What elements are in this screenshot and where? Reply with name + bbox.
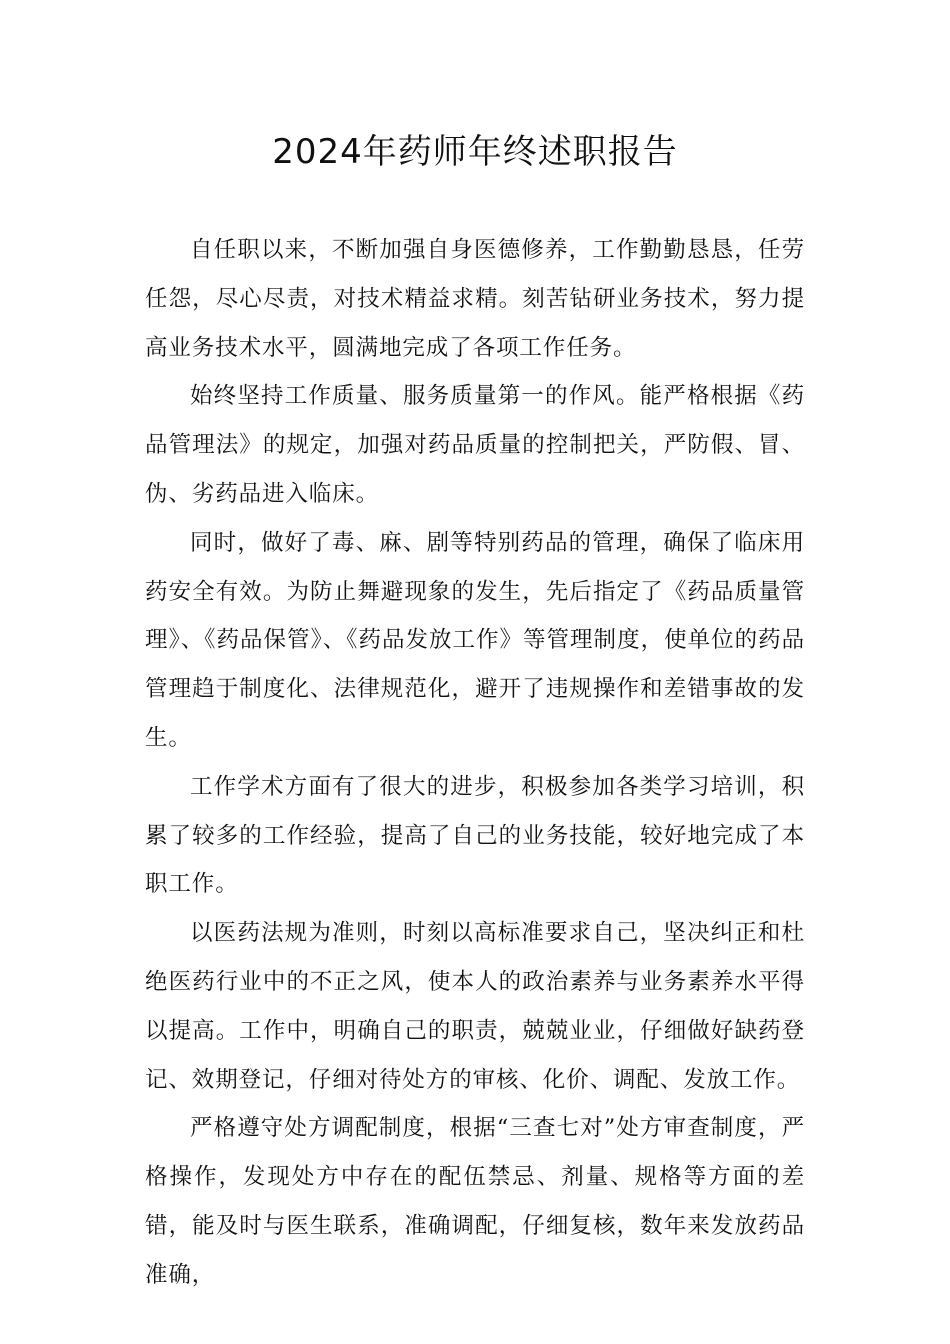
- paragraph-3: 同时，做好了毒、麻、剧等特别药品的管理，确保了临床用药安全有效。为防止舞避现象的发生，先后指定了《药品质量管理》、《药品保管》、《药品发放工作》等管理制度，使单位的药品管理趋于制度化、法律规范化，避开了违规操作和差错事故的发生。: [145, 529, 805, 751]
- paragraph-1: 自任职以来，不断加强自身医德修养，工作勤勤恳恳，任劳任怨，尽心尽责，对技术精益求精。刻苦钻研业务技术，努力提高业务技术水平，圆满地完成了各项工作任务。: [145, 237, 805, 361]
- document-title: 2024年药师年终述职报告: [272, 132, 678, 172]
- paragraph-2: 始终坚持工作质量、服务质量第一的作风。能严格根据《药品管理法》的规定，加强对药品质量的控制把关，严防假、冒、伪、劣药品进入临床。: [145, 383, 805, 507]
- paragraph-4: 工作学术方面有了很大的进步，积极参加各类学习培训，积累了较多的工作经验，提高了自己的业务技能，较好地完成了本职工作。: [145, 773, 805, 898]
- document-body: [145, 226, 805, 1300]
- paragraph-6: 严格遵守处方调配制度，根据“三查七对”处方审查制度，严格操作，发现处方中存在的配伍禁忌、剂量、规格等方面的差错，能及时与医生联系，准确调配，仔细复核，数年来发放药品准确，: [145, 1115, 805, 1288]
- paragraph-5: 以医药法规为准则，时刻以高标准要求自己，坚决纠正和杜绝医药行业中的不正之风，使本人的政治素养与业务素养水平得以提高。工作中，明确自己的职责，兢兢业业，仔细做好缺药登记、效期登记，仔细对待处方的审核、化价、调配、发放工作。: [145, 920, 805, 1093]
